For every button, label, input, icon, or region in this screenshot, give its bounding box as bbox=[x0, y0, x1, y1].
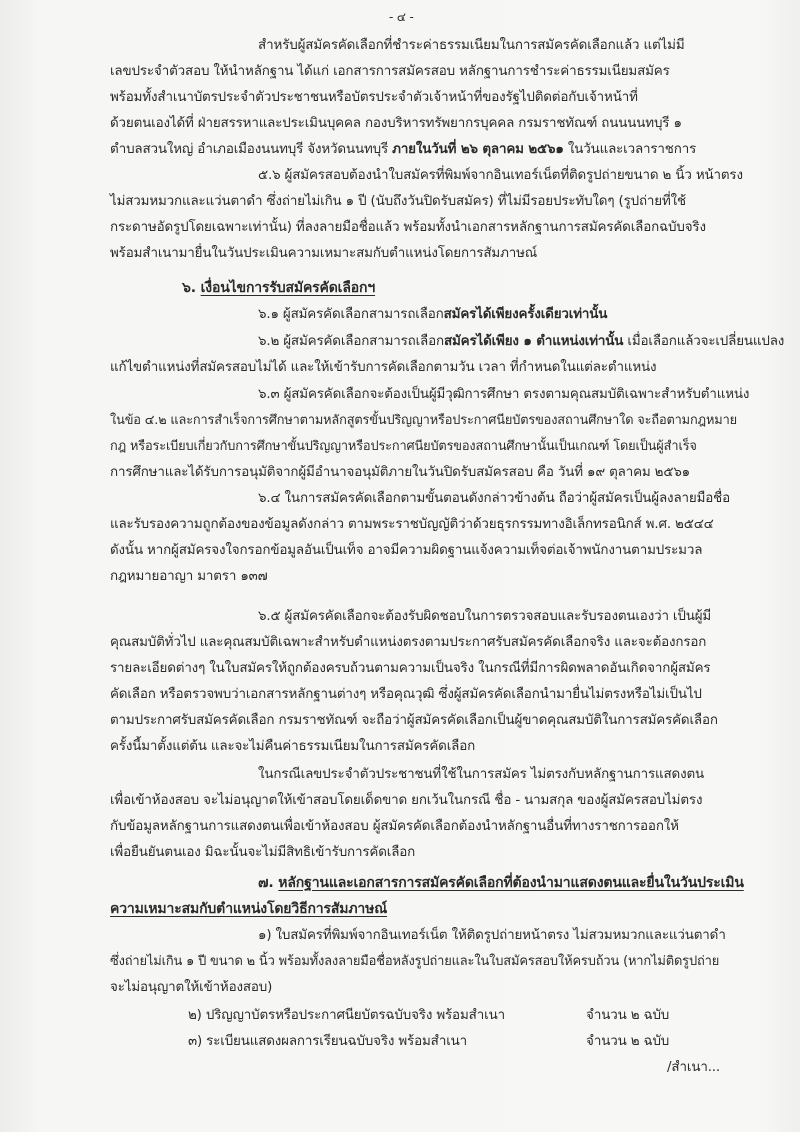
text-line: ครั้งนี้มาตั้งแต่ต้น และจะไม่คืนค่าธรรมเนียมในการสมัครคัดเลือก bbox=[110, 739, 476, 754]
document-item-label: ๒) ปริญญาบัตรหรือประกาศนียบัตรฉบับจริง พร้อมสำเนา bbox=[188, 1008, 505, 1023]
text-span: ในวันและเวลาราชการ bbox=[563, 142, 697, 157]
text-line: กระดาษอัดรูปโดยเฉพาะเท่านั้น) ที่ลงลายมือชื่อแล้ว พร้อมทั้งนำเอกสารหลักฐานการสมัครคัดเลือกฉบับจริง bbox=[110, 220, 706, 235]
item-6-2 bbox=[258, 333, 784, 351]
continuation-marker: /สำเนา... bbox=[667, 1060, 721, 1075]
text-line: และรับรองความถูกต้องของข้อมูลดังกล่าว ตามพระราชบัญญัติว่าด้วยธุรกรรมทางอิเล็กทรอนิกส์ พ.ศ. ๒๕๔๔ bbox=[110, 517, 714, 532]
section-7-heading bbox=[258, 874, 744, 892]
text-span: ๖.๑ ผู้สมัครคัดเลือกสามารถเลือก bbox=[258, 307, 444, 322]
emphasis-text: สมัครได้เพียงครั้งเดียวเท่านั้น bbox=[443, 307, 608, 322]
text-line: กฎ หรือระเบียบเกี่ยวกับการศึกษาขั้นปริญญาหรือประกาศนียบัตรของสถานศึกษานั้นเป็นเกณฑ์ โดยเป็นผู้สำเร็จ bbox=[110, 439, 697, 454]
section-number: ๖. bbox=[182, 280, 201, 296]
text-line: ตามประกาศรับสมัครคัดเลือก กรมราชทัณฑ์ จะถือว่าผู้สมัครคัดเลือกเป็นผู้ขาดคุณสมบัติในการสมัครคัดเลือก bbox=[110, 713, 718, 728]
text-line: คัดเลือก หรือตรวจพบว่าเอกสารหลักฐานต่างๆ หรือคุณวุฒิ ซึ่งผู้สมัครคัดเลือกนำมายื่นไม่ตรงหรือไม่เป็นไป bbox=[110, 687, 702, 702]
text-line: ๕.๖ ผู้สมัครสอบต้องนำใบสมัครที่พิมพ์จากอินเทอร์เน็ตที่ติดรูปถ่ายขนาด ๒ นิ้ว หน้าตรง bbox=[258, 168, 743, 183]
section-title: หลักฐานและเอกสารการสมัครคัดเลือกที่ต้องนำมาแสดงตนและยื่นในวันประเมิน bbox=[278, 875, 744, 891]
text-span: ตำบลสวนใหญ่ อำเภอเมืองนนทบุรี จังหวัดนนทบุรี bbox=[110, 142, 393, 157]
text-line: ในข้อ ๔.๒ และการสำเร็จการศึกษาตามหลักสูตรขั้นปริญญาหรือประกาศนียบัตรของสถานศึกษาใด จะถือตามกฎหมาย bbox=[110, 413, 737, 428]
text-line: กับข้อมูลหลักฐานการแสดงตนเพื่อเข้าห้องสอบ ผู้สมัครคัดเลือกต้องนำหลักฐานอื่นที่ทางราชการออกให้ bbox=[110, 819, 679, 834]
text-line bbox=[110, 141, 696, 159]
text-line: พร้อมสำเนามายื่นในวันประเมินความเหมาะสมกับตำแหน่งโดยการสัมภาษณ์ bbox=[110, 246, 538, 261]
text-line: ในกรณีเลขประจำตัวประชาชนที่ใช้ในการสมัคร ไม่ตรงกับหลักฐานการแสดงตน bbox=[258, 767, 705, 782]
text-line: ซึ่งถ่ายไม่เกิน ๑ ปี ขนาด ๒ นิ้ว พร้อมทั้งลงลายมือชื่อหลังรูปถ่ายและในใบสมัครสอบให้ครบถ้วน (หากไม่ติดรูปถ่าย bbox=[110, 954, 720, 969]
text-line: ๖.๔ ในการสมัครคัดเลือกตามขั้นตอนดังกล่าวข้างต้น ถือว่าผู้สมัครเป็นผู้ลงลายมือชื่อ bbox=[258, 491, 730, 506]
text-span: เมื่อเลือกแล้วจะเปลี่ยนแปลง bbox=[623, 334, 785, 349]
text-line: พร้อมทั้งสำเนาบัตรประจำตัวประชาชนหรือบัตรประจำตัวเจ้าหน้าที่ของรัฐไปติดต่อกับเจ้าหน้าที่ bbox=[110, 90, 638, 105]
text-line: ๖.๓ ผู้สมัครคัดเลือกจะต้องเป็นผู้มีวุฒิการศึกษา ตรงตามคุณสมบัติเฉพาะสำหรับตำแหน่ง bbox=[258, 387, 750, 402]
document-item-qty: จำนวน ๒ ฉบับ bbox=[586, 1008, 670, 1023]
text-line: เลขประจำตัวสอบ ให้นำหลักฐาน ได้แก่ เอกสารการสมัครสอบ หลักฐานการชำระค่าธรรมเนียมสมัคร bbox=[110, 64, 670, 79]
text-line: การศึกษาและได้รับการอนุมัติจากผู้มีอำนาจอนุมัติภายในวันปิดรับสมัครสอบ คือ วันที่ ๑๙ ตุลาคม ๒๕๖๑ bbox=[110, 465, 691, 480]
text-line: จะไม่อนุญาตให้เข้าห้องสอบ) bbox=[110, 980, 273, 995]
section-title: เงื่อนไขการรับสมัครคัดเลือกฯ bbox=[200, 280, 376, 296]
section-title-continued: ความเหมาะสมกับตำแหน่งโดยวิธีการสัมภาษณ์ bbox=[110, 901, 388, 917]
document-item-qty: จำนวน ๒ ฉบับ bbox=[586, 1034, 670, 1049]
text-line: เพื่อยืนยันตนเอง มิฉะนั้นจะไม่มีสิทธิเข้ารับการคัดเลือก bbox=[110, 845, 416, 860]
text-line: ดังนั้น หากผู้สมัครจงใจกรอกข้อมูลอันเป็นเท็จ อาจมีความผิดฐานแจ้งความเท็จต่อเจ้าพนักงานตามประมวล bbox=[110, 543, 703, 558]
emphasis-text: สมัครได้เพียง ๑ ตำแหน่งเท่านั้น bbox=[443, 334, 624, 349]
text-line: คุณสมบัติทั่วไป และคุณสมบัติเฉพาะสำหรับตำแหน่งตรงตามประกาศรับสมัครคัดเลือกจริง และจะต้องกรอก bbox=[110, 635, 707, 650]
document-item-label: ๓) ระเบียนแสดงผลการเรียนฉบับจริง พร้อมสำเนา bbox=[188, 1034, 468, 1049]
section-6-heading bbox=[182, 279, 375, 297]
text-line: เพื่อเข้าห้องสอบ จะไม่อนุญาตให้เข้าสอบโดยเด็ดขาด ยกเว้นในกรณี ชื่อ - นามสกุล ของผู้สมัครสอบไม่ตรง bbox=[110, 793, 703, 808]
text-line: แก้ไขตำแหน่งที่สมัครสอบไม่ได้ และให้เข้ารับการคัดเลือกตามวัน เวลา ที่กำหนดในแต่ละตำแหน่ง bbox=[110, 360, 657, 375]
page-number: - ๔ - bbox=[389, 10, 414, 24]
section-number: ๗. bbox=[258, 875, 279, 891]
deadline-text: ภายในวันที่ ๒๖ ตุลาคม ๒๕๖๑ bbox=[392, 142, 564, 157]
text-line: ด้วยตนเองได้ที่ ฝ่ายสรรหาและประเมินบุคคล กองบริหารทรัพยากรบุคคล กรมราชทัณฑ์ ถนนนนทบุรี ๑ bbox=[110, 116, 682, 131]
text-line: รายละเอียดต่างๆ ในใบสมัครให้ถูกต้องครบถ้วนตามความเป็นจริง ในกรณีที่มีการผิดพลาดอันเกิดจากผู้สมัคร bbox=[110, 661, 711, 676]
text-line: ๖.๕ ผู้สมัครคัดเลือกจะต้องรับผิดชอบในการตรวจสอบและรับรองตนเองว่า เป็นผู้มี bbox=[258, 609, 712, 624]
item-6-1 bbox=[258, 306, 607, 324]
text-line: ๑) ใบสมัครที่พิมพ์จากอินเทอร์เน็ต ให้ติดรูปถ่ายหน้าตรง ไม่สวมหมวกและแว่นตาดำ bbox=[258, 928, 726, 943]
text-line: สำหรับผู้สมัครคัดเลือกที่ชำระค่าธรรมเนียมในการสมัครคัดเลือกแล้ว แต่ไม่มี bbox=[258, 38, 685, 53]
text-line: ไม่สวมหมวกและแว่นตาดำ ซึ่งถ่ายไม่เกิน ๑ ปี (นับถึงวันปิดรับสมัคร) ที่ไม่มีรอยประทับใดๆ (รูปถ่ายที่ใช้ bbox=[110, 194, 686, 209]
text-line: กฎหมายอาญา มาตรา ๑๓๗ bbox=[110, 569, 268, 584]
text-span: ๖.๒ ผู้สมัครคัดเลือกสามารถเลือก bbox=[258, 334, 444, 349]
